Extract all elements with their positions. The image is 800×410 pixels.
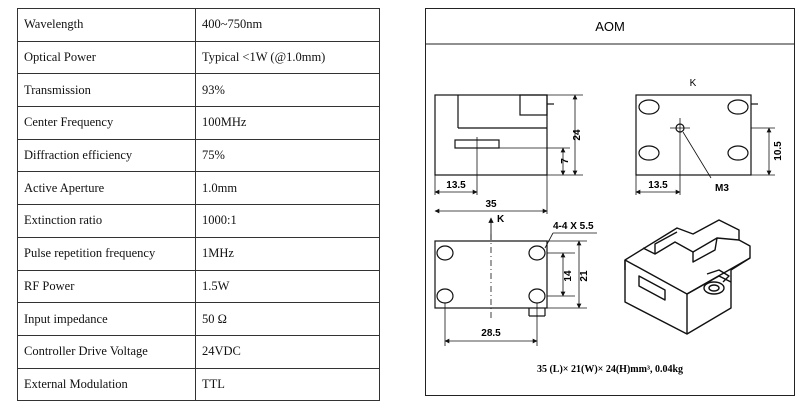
spec-label: Pulse repetition frequency bbox=[18, 237, 196, 270]
dim-front-slot: 7 bbox=[560, 158, 571, 164]
side-k-label: K bbox=[689, 78, 697, 89]
spec-row bbox=[18, 41, 380, 74]
front-view bbox=[435, 95, 583, 214]
spec-value: 93% bbox=[196, 74, 380, 107]
bottom-k-label: K bbox=[497, 214, 505, 225]
spec-label: Input impedance bbox=[18, 303, 196, 336]
spec-value: 1.0mm bbox=[196, 172, 380, 205]
spec-label: Optical Power bbox=[18, 41, 196, 74]
spec-row bbox=[18, 9, 380, 42]
isometric-view bbox=[625, 220, 750, 334]
holes-label: 4-4 X 5.5 bbox=[553, 221, 594, 232]
spec-value: 24VDC bbox=[196, 335, 380, 368]
spec-row bbox=[18, 368, 380, 401]
spec-row bbox=[18, 237, 380, 270]
spec-label: Wavelength bbox=[18, 9, 196, 42]
spec-label: Extinction ratio bbox=[18, 205, 196, 238]
dim-front-offset: 13.5 bbox=[446, 180, 466, 191]
spec-value: 100MHz bbox=[196, 107, 380, 140]
spec-row bbox=[18, 205, 380, 238]
spec-label: Transmission bbox=[18, 74, 196, 107]
spec-label: Active Aperture bbox=[18, 172, 196, 205]
spec-row bbox=[18, 303, 380, 336]
spec-label: Diffraction efficiency bbox=[18, 139, 196, 172]
spec-table bbox=[17, 8, 380, 401]
thread-label: M3 bbox=[715, 183, 729, 194]
spec-row bbox=[18, 172, 380, 205]
dimension-caption: 35 (L)× 21(W)× 24(H)mm³, 0.04kg bbox=[536, 364, 684, 375]
dim-front-length: 35 bbox=[485, 199, 497, 210]
spec-value: 1.5W bbox=[196, 270, 380, 303]
spec-label: RF Power bbox=[18, 270, 196, 303]
spec-label: Center Frequency bbox=[18, 107, 196, 140]
spec-row bbox=[18, 335, 380, 368]
dim-side-height: 10.5 bbox=[773, 141, 784, 161]
spec-value: Typical <1W (@1.0mm) bbox=[196, 41, 380, 74]
spec-row bbox=[18, 107, 380, 140]
spec-value: 400~750nm bbox=[196, 9, 380, 42]
dim-front-height: 24 bbox=[572, 129, 583, 141]
dim-bottom-width: 21 bbox=[579, 270, 590, 282]
spec-value: 1000:1 bbox=[196, 205, 380, 238]
dim-bottom-inner: 14 bbox=[563, 270, 574, 282]
drawing-title: AOM bbox=[595, 19, 625, 34]
spec-row bbox=[18, 270, 380, 303]
spec-value: TTL bbox=[196, 368, 380, 401]
spec-value: 50 Ω bbox=[196, 303, 380, 336]
aom-drawing bbox=[425, 8, 795, 396]
spec-row bbox=[18, 74, 380, 107]
spec-value: 75% bbox=[196, 139, 380, 172]
spec-row bbox=[18, 139, 380, 172]
spec-label: External Modulation bbox=[18, 368, 196, 401]
spec-value: 1MHz bbox=[196, 237, 380, 270]
spec-label: Controller Drive Voltage bbox=[18, 335, 196, 368]
dim-side-offset: 13.5 bbox=[648, 180, 668, 191]
dim-bottom-span: 28.5 bbox=[481, 328, 501, 339]
